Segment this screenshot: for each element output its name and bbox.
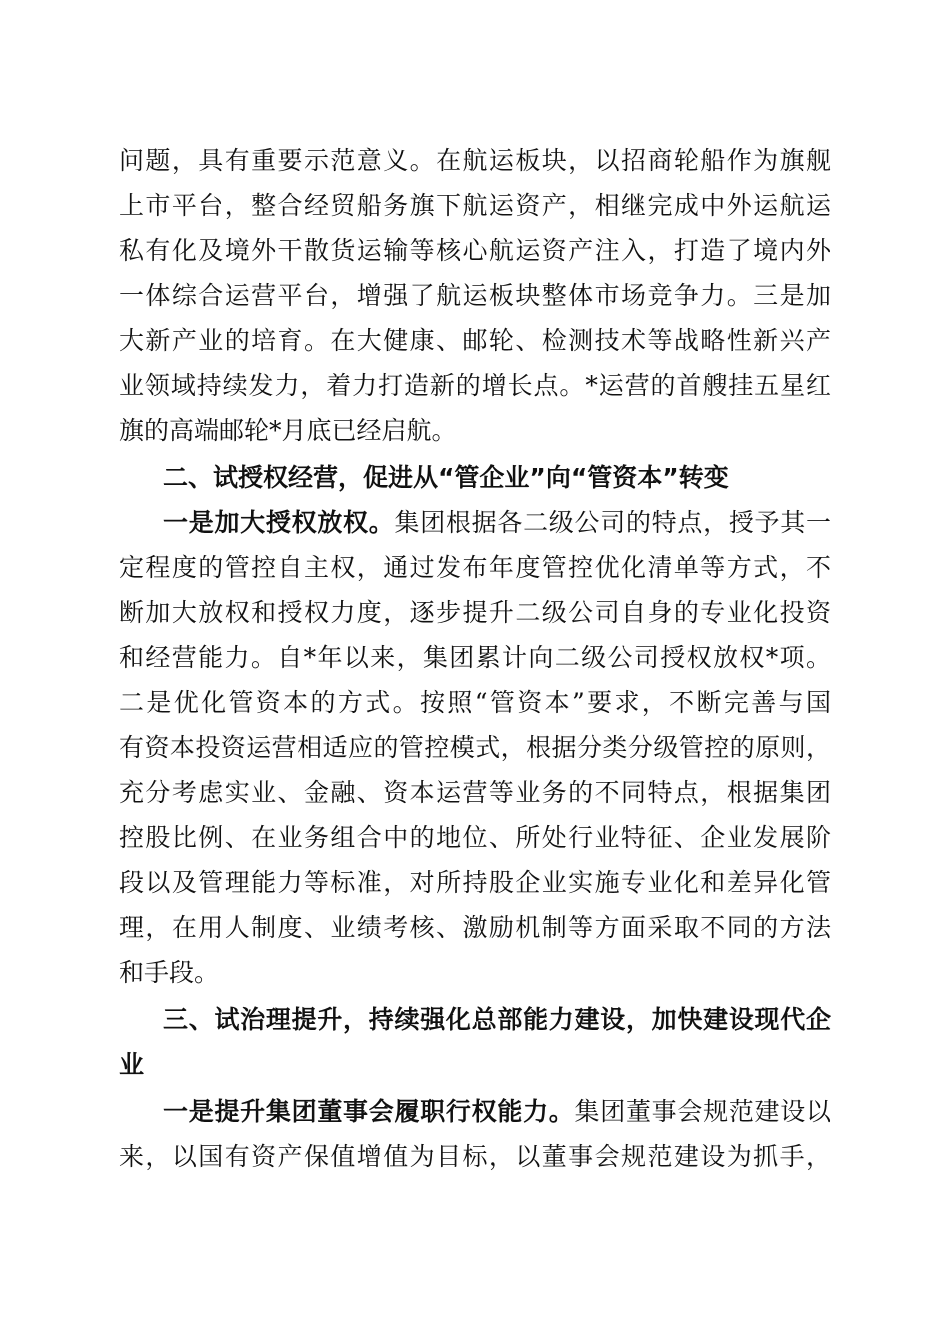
body-line: 和手段。 <box>119 958 220 987</box>
paragraph-lead: 一是加大授权放权。 <box>163 508 395 537</box>
body-line: 理，在用人制度、业绩考核、激励机制等方面采取不同的方法 <box>119 913 831 942</box>
body-line: 断加大放权和授权力度，逐步提升二级公司自身的专业化投资 <box>119 598 831 627</box>
body-line: 旗的高端邮轮*月底已经启航。 <box>119 416 457 445</box>
body-line: 和经营能力。自*年以来，集团累计向二级公司授权放权*项。 <box>119 643 831 672</box>
body-line: 充分考虑实业、金融、资本运营等业务的不同特点，根据集团 <box>119 778 831 807</box>
body-line: 定程度的管控自主权，通过发布年度管控优化清单等方式，不 <box>119 553 831 582</box>
body-line: 二是优化管资本的方式。按照“管资本”要求，不断完善与国 <box>119 688 831 717</box>
section-heading-3: 三、试治理提升，持续强化总部能力建设，加快建设现代企 <box>163 1005 831 1034</box>
body-line: 来，以国有资产保值增值为目标，以董事会规范建设为抓手， <box>119 1142 831 1171</box>
body-line: 一体综合运营平台，增强了航运板块整体市场竞争力。三是加 <box>119 281 831 310</box>
body-line: 上市平台，整合经贸船务旗下航运资产，相继完成中外运航运 <box>119 191 831 220</box>
body-line: 业领域持续发力，着力打造新的增长点。*运营的首艘挂五星红 <box>119 371 831 400</box>
body-text: 集团根据各二级公司的特点，授予其一 <box>394 508 831 537</box>
body-line: 大新产业的培育。在大健康、邮轮、检测技术等战略性新兴产 <box>119 326 831 355</box>
body-line: 私有化及境外干散货运输等核心航运资产注入，打造了境内外 <box>119 236 831 265</box>
section-heading-2: 二、试授权经营，促进从“管企业”向“管资本”转变 <box>163 463 729 492</box>
body-line: 问题，具有重要示范意义。在航运板块，以招商轮船作为旗舰 <box>119 146 831 175</box>
body-line: 控股比例、在业务组合中的地位、所处行业特征、企业发展阶 <box>119 823 831 852</box>
body-line <box>163 501 831 545</box>
body-line: 有资本投资运营相适应的管控模式，根据分类分级管控的原则， <box>119 733 831 762</box>
body-line: 段以及管理能力等标准，对所持股企业实施专业化和差异化管 <box>119 868 831 897</box>
body-text: 集团董事会规范建设以 <box>574 1097 831 1126</box>
body-line <box>163 1090 831 1134</box>
section-heading-3-cont: 业 <box>119 1050 145 1079</box>
paragraph-lead: 一是提升集团董事会履职行权能力。 <box>163 1097 575 1126</box>
